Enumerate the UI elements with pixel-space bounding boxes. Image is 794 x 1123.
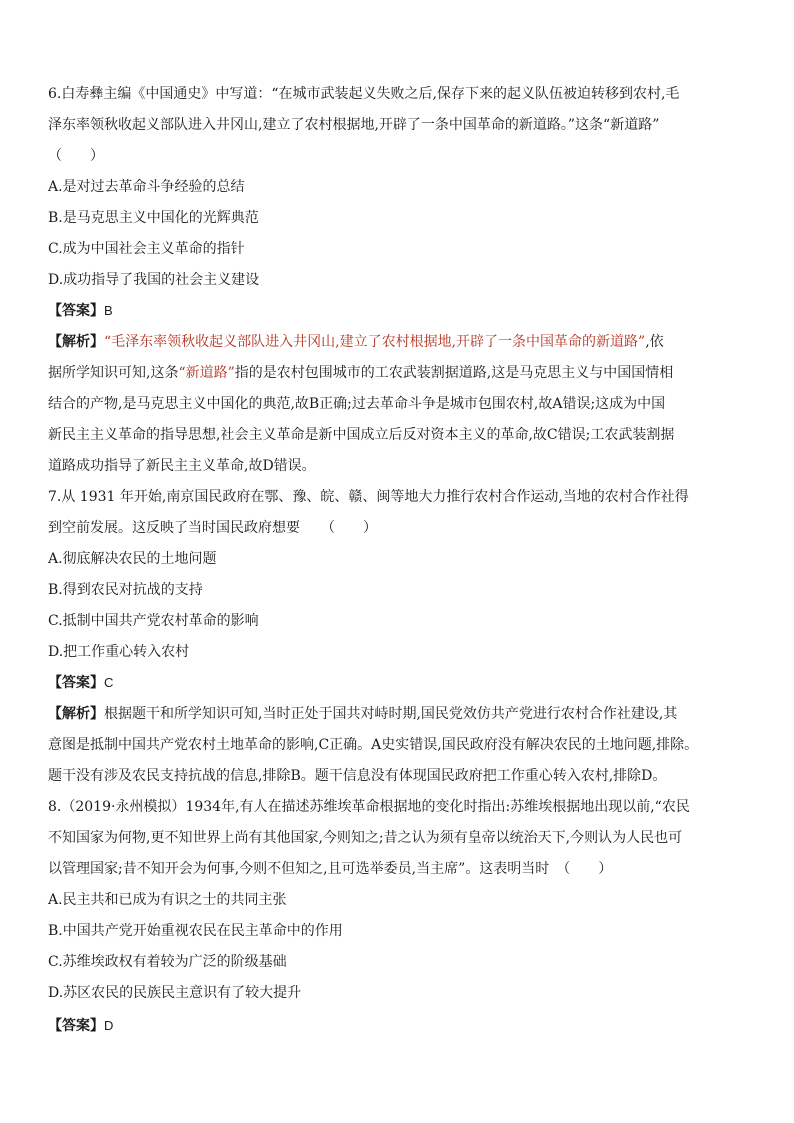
q8-answer (48, 1016, 746, 1036)
q7-option-b: B.得到农民对抗战的支持 (48, 582, 203, 598)
q6-explain-line-5: 道路成功指导了新民主主义革命,故D错误。 (48, 458, 316, 474)
q6-explain-line-2 (48, 363, 746, 383)
q8-stem-line-3: 以管理国家;昔不知开会为何事,今则不但知之,且可选举委员,当主席”。这表明当时 （ ） (48, 861, 613, 877)
quote-highlight: “毛泽东率领秋收起义部队进入井冈山,建立了农村根据地,开辟了一条中国革命的新道路” (104, 334, 646, 350)
q7-explain-line-3: 题干没有涉及农民支持抗战的信息,排除B。题干信息没有体现国民政府把工作重心转入农村,排除D。 (48, 768, 667, 784)
answer-tag: 【答案】 (48, 675, 104, 691)
q6-option-c: C.成为中国社会主义革命的指针 (48, 241, 245, 257)
q7-stem-line-1: 7.从 1931 年开始,南京国民政府在鄂、豫、皖、赣、闽等地大力推行农村合作运动,当地的农村合作社得 (48, 489, 689, 505)
q6-explain-line-3: 结合的产物,是马克思主义中国化的典范,故B正确;过去革命斗争是城市包围农村,故A错误;这成为中国 (48, 396, 666, 412)
q7-option-d: D.把工作重心转入农村 (48, 644, 190, 660)
explain-text: 根据题干和所学知识可知,当时正处于国共对峙时期,国民党效仿共产党进行农村合作社建设,其 (104, 706, 678, 722)
q8-option-c: C.苏维埃政权有着较为广泛的阶级基础 (48, 954, 287, 970)
q8-option-a: A.民主共和已成为有识之士的共同主张 (48, 892, 287, 908)
explain-text: 据所学知识可知,这条 (48, 365, 179, 381)
q6-blank: （ ） (48, 148, 104, 164)
q6-answer (48, 301, 746, 321)
q6-stem-line-2: 泽东率领秋收起义部队进入井冈山,建立了农村根据地,开辟了一条中国革命的新道路。”这条“新道路” (48, 117, 660, 133)
q8-stem-line-1: 8.（2019·永州模拟）1934年,有人在描述苏维埃革命根据地的变化时指出:苏维埃根据地出现以前,“农民 (48, 799, 690, 815)
q6-explain-line-1 (48, 332, 746, 352)
explain-tag: 【解析】 (48, 334, 104, 350)
explain-text: ,依 (645, 334, 664, 350)
q7-explain-line-1 (48, 704, 746, 724)
q7-option-a: A.彻底解决农民的土地问题 (48, 551, 217, 567)
answer-value: B (104, 303, 113, 318)
q6-option-a: A.是对过去革命斗争经验的总结 (48, 179, 245, 195)
q7-option-c: C.抵制中国共产党农村革命的影响 (48, 613, 259, 629)
q6-explain-line-4: 新民主主义革命的指导思想,社会主义革命是新中国成立后反对资本主义的革命,故C错误;工农武装割据 (48, 427, 675, 443)
q6-option-b: B.是马克思主义中国化的光辉典范 (48, 210, 259, 226)
explain-text: 指的是农村包围城市的工农武装割据道路,这是马克思主义与中国国情相 (234, 365, 674, 381)
q6-option-d: D.成功指导了我国的社会主义建设 (48, 272, 260, 288)
q6-stem-line-1: 6.白寿彝主编《中国通史》中写道：“在城市武装起义失败之后,保存下来的起义队伍被迫转移到农村,毛 (48, 86, 680, 102)
q8-option-d: D.苏区农民的民族民主意识有了较大提升 (48, 985, 302, 1001)
answer-tag: 【答案】 (48, 303, 104, 319)
q7-stem-line-2: 到空前发展。这反映了当时国民政府想要 （ ） (48, 520, 377, 536)
q8-stem-line-2: 不知国家为何物,更不知世界上尚有其他国家,今则知之;昔之认为须有皇帝以统治天下,今则认为人民也可 (48, 830, 683, 846)
answer-value: C (104, 675, 114, 690)
answer-value: D (104, 1018, 114, 1033)
quote-highlight: “新道路” (178, 365, 235, 381)
answer-tag: 【答案】 (48, 1018, 104, 1034)
q8-option-b: B.中国共产党开始重视农民在民主革命中的作用 (48, 923, 343, 939)
q7-answer (48, 673, 746, 693)
explain-tag: 【解析】 (48, 706, 104, 722)
q7-explain-line-2: 意图是抵制中国共产党农村土地革命的影响,C正确。A史实错误,国民政府没有解决农民的土地问题,排除。 (48, 737, 699, 753)
